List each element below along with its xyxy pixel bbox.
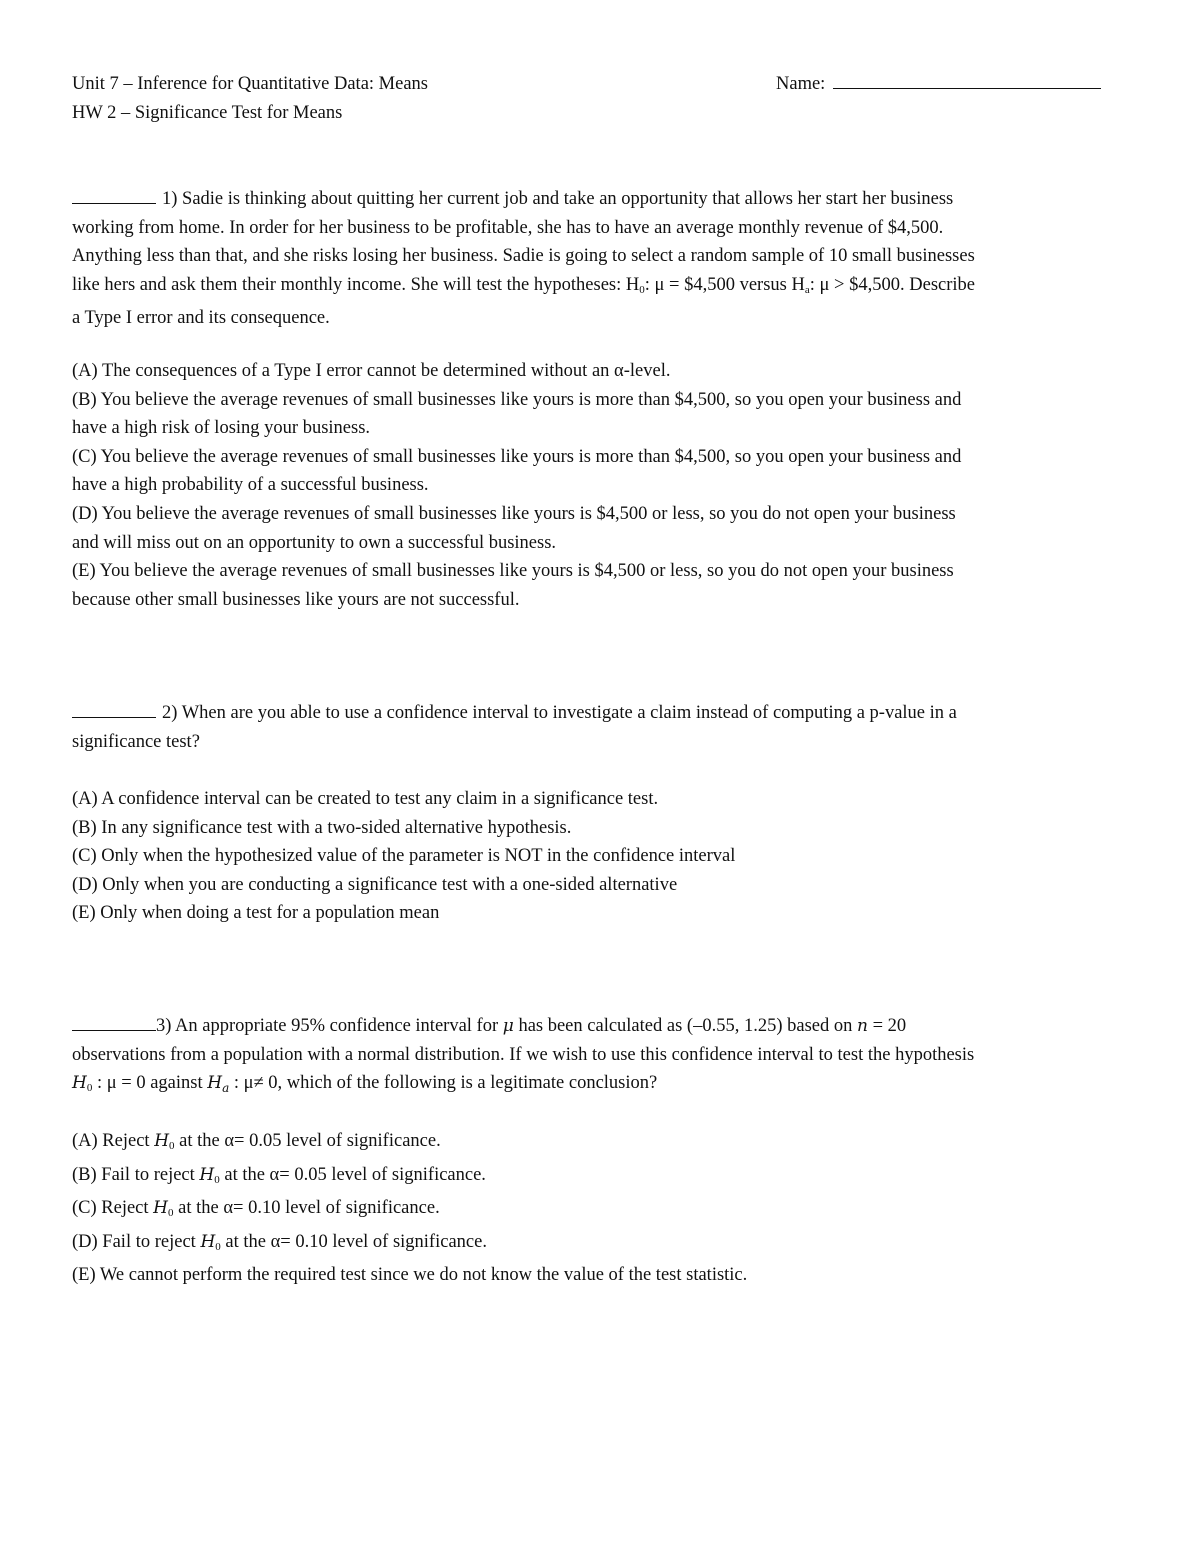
option-2a[interactable]: (A) A confidence interval can be created to test any claim in a significance test. (72, 789, 659, 809)
option-1b[interactable]: (B) You believe the average revenues of small businesses like yours is more than $4,500, so you open your business and (72, 389, 962, 410)
name-blank-line[interactable] (833, 70, 1101, 89)
homework-title: HW 2 – Significance Test for Means (72, 103, 343, 123)
name-field[interactable] (776, 70, 1101, 98)
question-1-line-1: 1) Sadie is thinking about quitting her current job and take an opportunity that allows her start her business (72, 185, 1132, 214)
option-3e[interactable]: (E) We cannot perform the required test since we do not know the value of the test statistic. (72, 1265, 748, 1286)
question-1-line-4: like hers and ask them their monthly income. She will test the hypotheses: $H_0$: μ = $4,500 versus $H_a$: μ > $4,500. Describe (72, 274, 975, 296)
question-3-line-2: observations from a population with a normal distribution. If we wish to use this confidence interval to test the hypothesis (72, 1044, 975, 1065)
question-1 (72, 185, 1132, 333)
question-1-line-3: Anything less than that, and she risks losing her business. Sadie is going to select a random sample of 10 small businesses (72, 246, 975, 267)
option-1c-cont: have a high probability of a successful business. (72, 475, 429, 496)
question-2-options (72, 785, 1132, 928)
option-3d[interactable]: (D) Fail to reject $H_0$ at the α= 0.10 level of significance. (72, 1231, 487, 1253)
question-3-line-3: $H_0$ : μ = 0 against $H_a$ : μ≠ 0, which of the following is a legitimate conclusion? (72, 1073, 658, 1096)
question-3 (72, 1012, 1132, 1103)
option-1e[interactable]: (E) You believe the average revenues of small businesses like yours is $4,500 or less, so you do not open your business (72, 561, 954, 582)
option-1e-cont: because other small businesses like yours are not successful. (72, 589, 520, 610)
option-3c[interactable]: (C) Reject $H_0$ at the α= 0.10 level of significance. (72, 1198, 440, 1220)
answer-blank-1[interactable] (72, 187, 156, 204)
option-1b-cont: have a high risk of losing your business. (72, 418, 371, 439)
question-2-line-2: significance test? (72, 731, 200, 752)
option-1a[interactable]: (A) The consequences of a Type I error cannot be determined without an α-level. (72, 361, 671, 381)
question-1-options (72, 357, 1132, 614)
option-3b[interactable]: (B) Fail to reject $H_0$ at the α= 0.05 level of significance. (72, 1164, 486, 1186)
option-1c[interactable]: (C) You believe the average revenues of small businesses like yours is more than $4,500, so you open your business and (72, 446, 962, 467)
option-2b[interactable]: (B) In any significance test with a two-sided alternative hypothesis. (72, 817, 572, 838)
question-1-line-2: working from home. In order for her business to be profitable, she has to have an average monthly revenue of $4,500. (72, 217, 944, 238)
option-2d[interactable]: (D) Only when you are conducting a significance test with a one-sided alternative (72, 874, 678, 895)
option-1d[interactable]: (D) You believe the average revenues of small businesses like yours is $4,500 or less, so you do not open your business (72, 503, 956, 524)
question-1-line-5: a Type I error and its consequence. (72, 308, 330, 329)
option-1d-cont: and will miss out on an opportunity to own a successful business. (72, 532, 557, 553)
unit-title: Unit 7 – Inference for Quantitative Data: Means (72, 74, 428, 94)
name-label: Name: (776, 74, 826, 94)
question-2 (72, 699, 1132, 756)
option-2c[interactable]: (C) Only when the hypothesized value of the parameter is NOT in the confidence interval (72, 846, 736, 867)
question-3-options (72, 1127, 1132, 1290)
question-2-line-1: 2) When are you able to use a confidence interval to investigate a claim instead of computing a p-value in a (72, 699, 1132, 728)
question-3-line-1: 3) An appropriate 95% confidence interval for μ has been calculated as (–0.55, 1.25) based on n = 20 (72, 1012, 1132, 1041)
answer-blank-2[interactable] (72, 701, 156, 718)
option-3a[interactable]: (A) Reject $H_0$ at the α= 0.05 level of significance. (72, 1131, 441, 1152)
answer-blank-3[interactable] (72, 1014, 156, 1031)
option-2e[interactable]: (E) Only when doing a test for a population mean (72, 903, 440, 924)
